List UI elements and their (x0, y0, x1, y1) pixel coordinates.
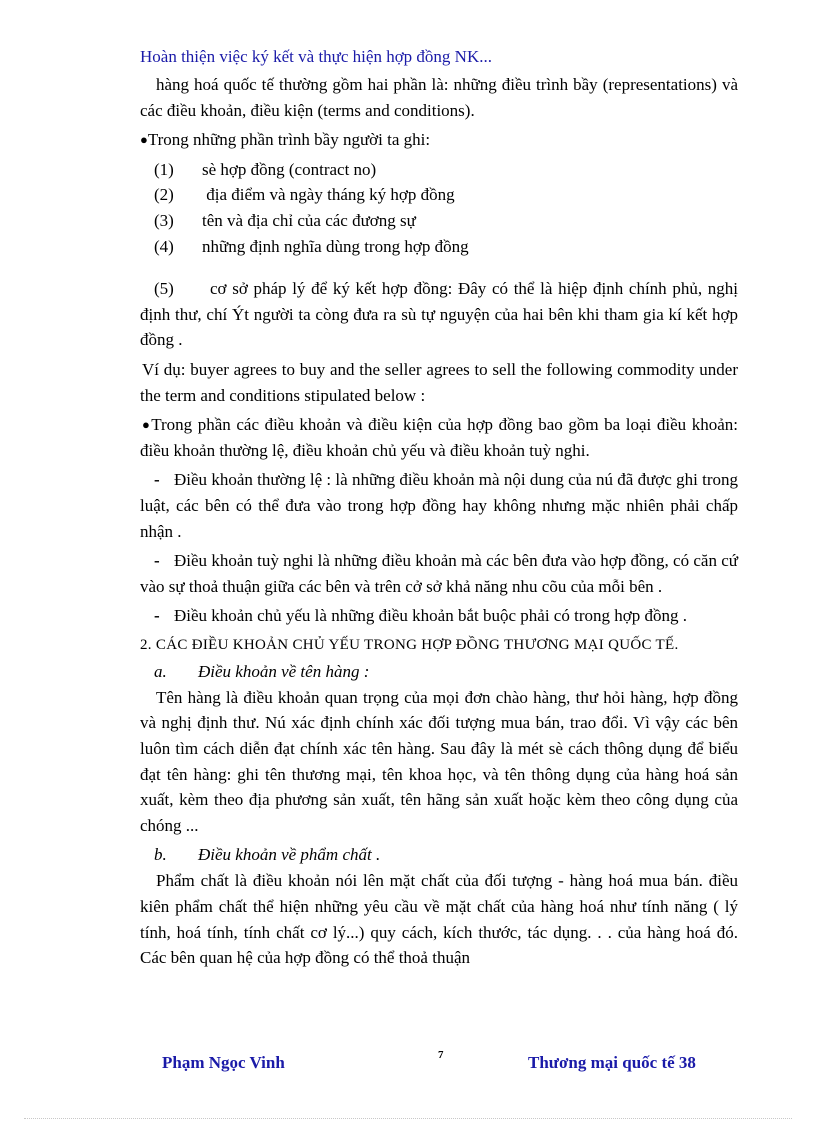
list-item (140, 208, 738, 234)
subheading-a (140, 659, 738, 685)
page-footer (0, 1049, 816, 1077)
dash-item-text: Điều khoản tuỳ nghi là những điều khoản mà các bên đưa vào hợp đồng, có căn cứ vào sự thoả thuận giữa các bên và trên cở sở khả năng nhu cõu của mỗi bên . (140, 551, 738, 596)
subheading-label: a. (154, 661, 167, 681)
page-divider (24, 1118, 792, 1119)
dash-icon: - (154, 606, 160, 626)
dash-item (140, 603, 738, 629)
subheading-title: Điều khoản về tên hàng : (198, 661, 370, 681)
dash-icon: - (154, 551, 160, 571)
dash-icon: - (154, 470, 160, 490)
list-item (140, 234, 738, 260)
terms-heading (140, 412, 738, 463)
subheading-title: Điều khoản về phẩm chất . (198, 845, 381, 865)
list-item-number: (2) (154, 185, 174, 205)
list-item (140, 157, 738, 183)
list-item-number: (5) (154, 279, 174, 299)
dash-item (140, 548, 738, 599)
list-item-text: cơ sở pháp lý để ký kết hợp đồng: Đây có thể là hiệp định chính phủ, nghị định thư, chí Ýt người ta còng đưa ra sù tự nguyện của hai bên khi tham gia kí kết hợp đồng . (140, 279, 738, 350)
list-item-text: tên và địa chỉ của các đương sự (202, 210, 416, 230)
document-page (140, 46, 738, 975)
paragraph-b: Phẩm chất là điều khoản nói lên mặt chất của đối tượng - hàng hoá mua bán. điều kiên phẩm chất thể hiện những yêu cầu về mặt chất của hàng hoá như tính năng ( lý tính, hoá tính, tính chất cơ lý...) quy cách, kích thước, tác dụng. . . của hàng hoá đó. Các bên quan hệ của hợp đồng có thể thoả thuận (140, 871, 738, 968)
dash-item-text: Điều khoản chủ yếu là những điều khoản bắt buộc phải có trong hợp đồng . (174, 606, 687, 626)
paragraph-a: Tên hàng là điều khoản quan trọng của mọi đơn chào hàng, thư hỏi hàng, hợp đồng và nghị định thư. Nú xác định chính xác đối tượng mua bán, trao đổi. Vì vậy các bên luôn tìm cách diễn đạt chính xác tên hàng. Sau đây là mét sè cách thông dụng để biểu đạt tên hàng: ghi tên thương mại, tên khoa học, và tên thông dụng của hàng hoá sản xuất, kèm theo địa phương sản xuất, tên hãng sản xuất hoặc kèm theo công dụng của chóng ... (140, 687, 738, 835)
dash-item (140, 467, 738, 544)
numbered-list (140, 157, 738, 259)
list-item-text: địa điểm và ngày tháng ký hợp đồng (202, 185, 455, 205)
list-item-number: (1) (154, 159, 174, 179)
list-item-number: (4) (154, 236, 174, 256)
intro-paragraph: hàng hoá quốc tế thường gồm hai phần là: những điều trình bầy (representations) và các điều khoản, điều kiện (terms and conditions). (140, 75, 738, 120)
list-item-text: những định nghĩa dùng trong hợp đồng (202, 236, 469, 256)
section-title: 2. CÁC ĐIỀU KHOẢN CHỦ YẾU TRONG HỢP ĐỒNG THƯƠNG MẠI QUỐC TẾ. (140, 636, 679, 653)
subheading-label: b. (154, 845, 167, 865)
list-item-number: (3) (154, 210, 174, 230)
dash-item-text: Điều khoản thường lệ : là những điều khoản mà nội dung của nú đã được ghi trong luật, các bên có thể đưa vào trong hợp đồng hay không nhưng mặc nhiên phải chấp nhận . (140, 470, 738, 541)
page-number: 7 (438, 1049, 444, 1061)
representations-heading (140, 127, 738, 153)
subheading-b (140, 842, 738, 868)
bullet-icon: ● (140, 132, 148, 148)
list-item-5 (140, 276, 738, 353)
example-paragraph: Ví dụ: buyer agrees to buy and the seller agrees to sell the following commodity under the term and conditions stipulated below : (140, 359, 738, 405)
bullet-icon: ● (142, 417, 152, 433)
footer-author: Phạm Ngọc Vinh (162, 1053, 285, 1072)
representations-heading-text: Trong những phần trình bầy người ta ghi: (147, 130, 431, 150)
footer-course: Thương mại quốc tế 38 (528, 1053, 696, 1072)
list-item (140, 182, 738, 208)
terms-heading-text: Trong phần các điều khoản và điều kiện của hợp đồng bao gồm ba loại điều khoản: điều khoản thường lệ, điều khoản chủ yếu và điều khoản tuỳ nghi. (140, 415, 738, 460)
running-header: Hoàn thiện việc ký kết và thực hiện hợp đồng NK... (140, 47, 492, 66)
list-item-text: sè hợp đồng (contract no) (202, 159, 377, 179)
